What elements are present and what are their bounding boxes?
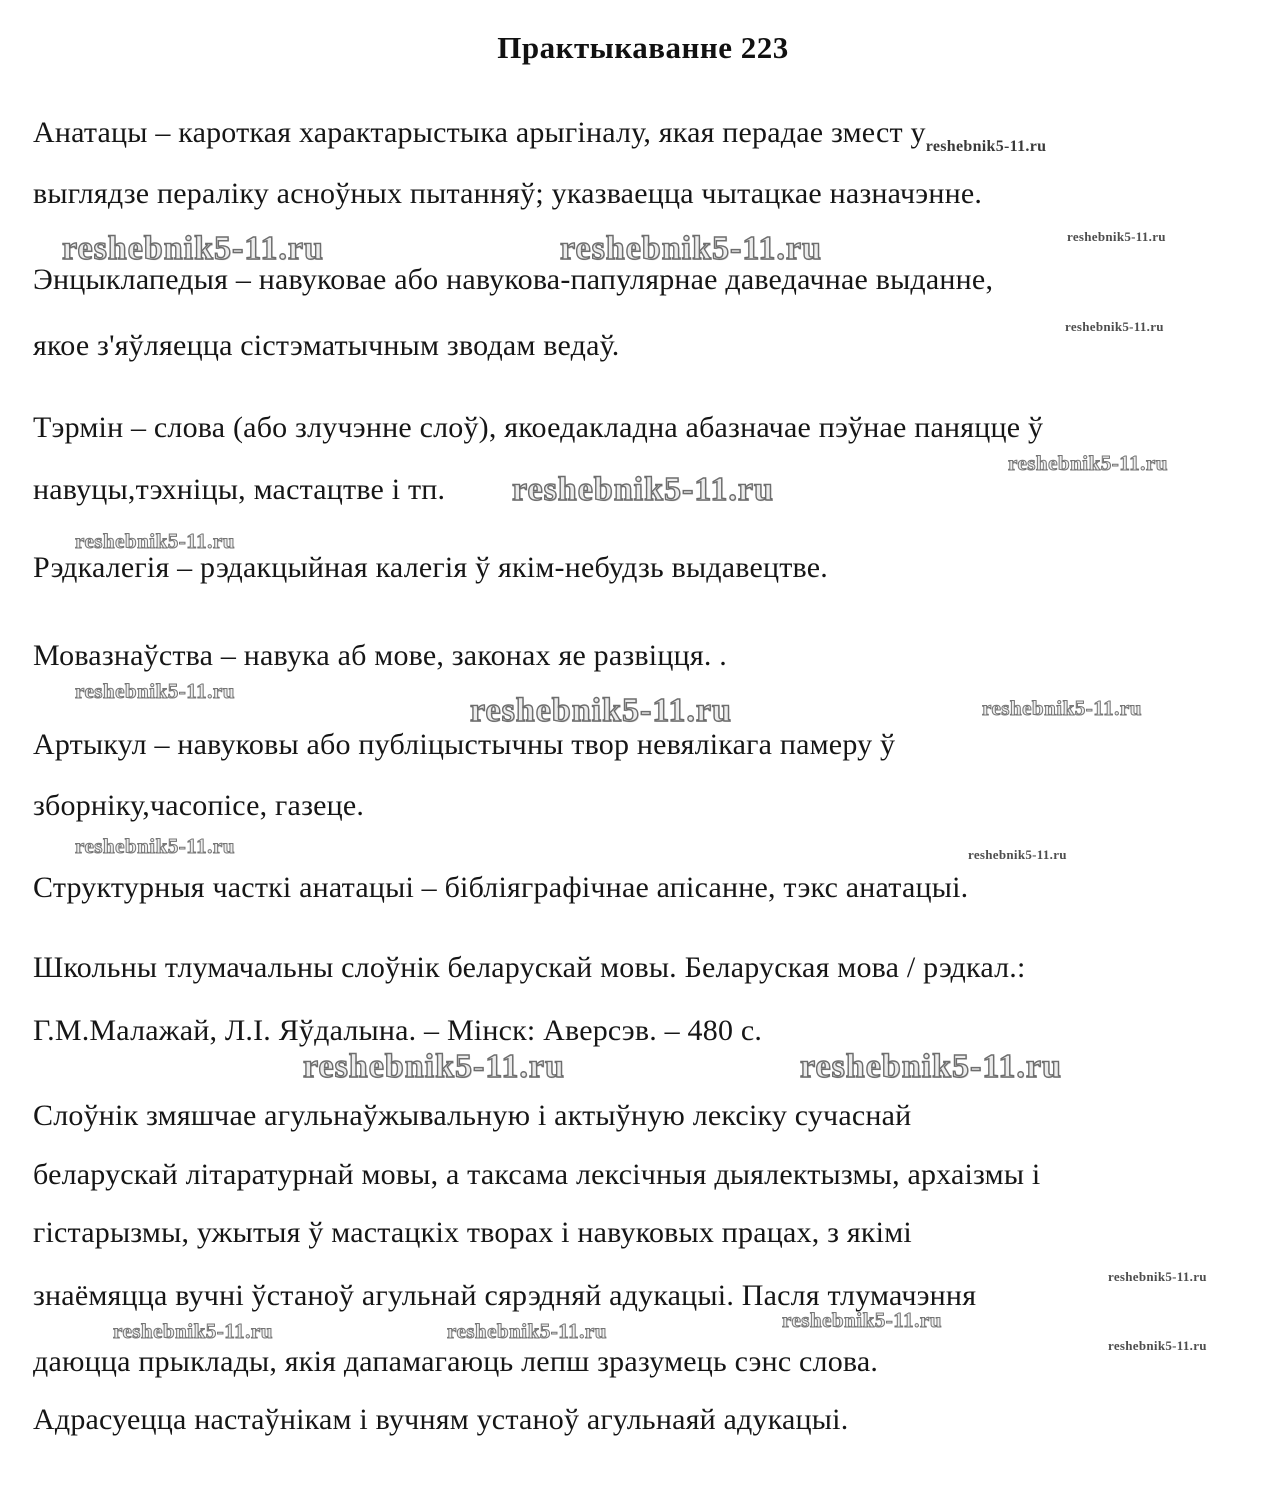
text-line-11: Структурныя часткі анатацыі – бібліяграфічнае апісанне, тэкс анатацыі. xyxy=(33,871,969,904)
text-line-13: Г.М.Малажай, Л.І. Яўдалына. – Мінск: Аверсэв. – 480 с. xyxy=(33,1014,763,1047)
watermark: reshebnik5-11.ru xyxy=(512,471,774,508)
watermark: reshebnik5-11.ru xyxy=(1108,1338,1207,1353)
text-line-2: выглядзе пераліку асноўных пытанняў; указваецца чытацкае назначэнне. xyxy=(33,177,983,210)
watermark: reshebnik5-11.ru xyxy=(1108,1269,1207,1284)
watermark: reshebnik5-11.ru xyxy=(560,230,822,267)
watermark: reshebnik5-11.ru xyxy=(982,696,1142,720)
watermark: reshebnik5-11.ru xyxy=(113,1319,273,1343)
text-line-12: Школьны тлумачальны слоўнік беларускай мовы. Беларуская мова / рэдкал.: xyxy=(33,951,1026,984)
watermark: reshebnik5-11.ru xyxy=(75,529,235,553)
watermark: reshebnik5-11.ru xyxy=(782,1308,942,1332)
text-line-17: знаёмяцца вучні ўстаноў агульнай сярэдняй адукацыі. Пасля тлумачэння xyxy=(33,1279,977,1312)
watermark: reshebnik5-11.ru xyxy=(1065,319,1164,334)
text-line-5: Тэрмін – слова (або злучэнне слоў), якоедакладна абазначае пэўнае паняцце ў xyxy=(33,411,1044,444)
watermark: reshebnik5-11.ru xyxy=(303,1048,565,1085)
watermark-subscript: reshebnik5-11.ru xyxy=(925,138,1047,155)
watermark: reshebnik5-11.ru xyxy=(75,834,235,858)
text-line-8: Мовазнаўства – навука аб мове, законах яе развіцця. . xyxy=(33,639,727,672)
text-line-15: беларускай літаратурнай мовы, а таксама лексічныя дыялектызмы, архаізмы і xyxy=(33,1158,1041,1191)
text-line-4: якое з'яўляецца сістэматычным зводам ведаў. xyxy=(33,329,620,362)
watermark: reshebnik5-11.ru xyxy=(1008,451,1168,475)
text-line-10: зборніку,часопісе, газеце. xyxy=(33,789,365,822)
text-line-19: Адрасуецца настаўнікам і вучням устаноў агульнаяй адукацыі. xyxy=(33,1403,849,1436)
text-line-3: Энцыклапедыя – навуковае або навукова-папулярнае даведачнае выданне, xyxy=(33,263,994,296)
text-line-6: навуцы,тэхніцы, мастацтве і тп. xyxy=(33,473,446,506)
text-line-18: даюцца прыклады, якія дапамагаюць лепш зразумець сэнс слова. xyxy=(33,1345,879,1378)
watermark: reshebnik5-11.ru xyxy=(447,1319,607,1343)
watermark: reshebnik5-11.ru xyxy=(470,692,732,729)
watermark: reshebnik5-11.ru xyxy=(968,847,1067,862)
text-line-9: Артыкул – навуковы або публіцыстычны твор невялікага памеру ў xyxy=(33,728,896,761)
text-line-1: Анатацы – кароткая характарыстыка арыгіналу, якая перадае змест $у_{reshebnik5-11.ru}$ xyxy=(33,116,1047,155)
page-title: Практыкаванне 223 xyxy=(497,30,789,65)
watermark: reshebnik5-11.ru xyxy=(800,1048,1062,1085)
text-line-7: Рэдкалегія – рэдакцыйная калегія ў якім-небудзь выдавецтве. xyxy=(33,551,828,584)
watermark: reshebnik5-11.ru xyxy=(1067,229,1166,244)
text-line-16: гістарызмы, ужытыя ў мастацкіх творах і навуковых працах, з якімі xyxy=(33,1216,912,1249)
text-line-14: Слоўнік змяшчае агульнаўжывальную і актыўную лексіку сучаснай xyxy=(33,1099,912,1132)
watermark: reshebnik5-11.ru xyxy=(75,679,235,703)
watermark: reshebnik5-11.ru xyxy=(62,230,324,267)
